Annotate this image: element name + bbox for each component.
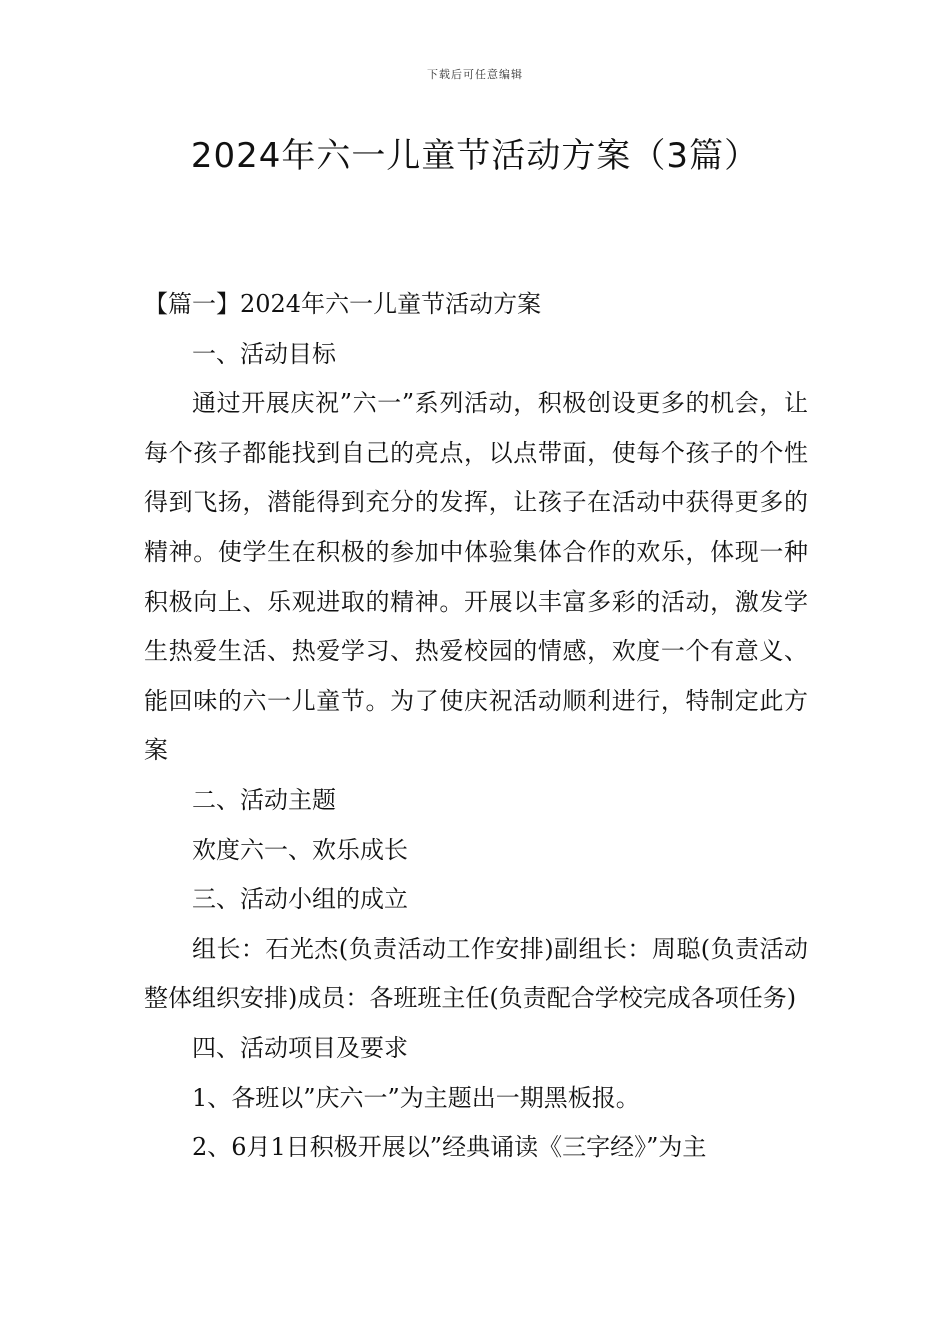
subheading-projects: 四、活动项目及要求 xyxy=(192,1033,408,1062)
paragraph-goal: 通过开展庆祝”六一”系列活动，积极创设更多的机会，让每个孩子都能找到自己的亮点，以点带面，使每个孩子的个性得到飞扬，潜能得到充分的发挥，让孩子在活动中获得更多的精神。使学生在积极的参加中体验集体合作的欢乐，体现一种积极向上、乐观进取的精神。开展以丰富多彩的活动，激发学生热爱生活、热爱学习、热爱校园的情感，欢度一个有意义、能回味的六一儿童节。为了使庆祝活动顺利进行，特制定此方案 xyxy=(144,389,808,765)
section-heading: 【篇一】2024年六一儿童节活动方案 xyxy=(144,290,542,318)
subheading-theme: 二、活动主题 xyxy=(192,785,336,814)
paragraph-project-2: 2、6月1日积极开展以”经典诵读《三字经》”为主 xyxy=(192,1133,707,1162)
paragraph-theme: 欢度六一、欢乐成长 xyxy=(192,835,408,864)
paragraph-project-1: 1、各班以”庆六一”为主题出一期黑板报。 xyxy=(192,1083,640,1112)
document-body xyxy=(144,280,808,1173)
header-note: 下载后可任意编辑 xyxy=(427,68,523,81)
subheading-team: 三、活动小组的成立 xyxy=(192,885,408,914)
document-title: 2024年六一儿童节活动方案（3篇） xyxy=(190,136,760,176)
paragraph-team: 组长：石光杰(负责活动工作安排)副组长：周聪(负责活动整体组织安排)成员：各班班主任(负责配合学校完成各项任务) xyxy=(144,934,808,1013)
subheading-goal: 一、活动目标 xyxy=(192,339,336,368)
